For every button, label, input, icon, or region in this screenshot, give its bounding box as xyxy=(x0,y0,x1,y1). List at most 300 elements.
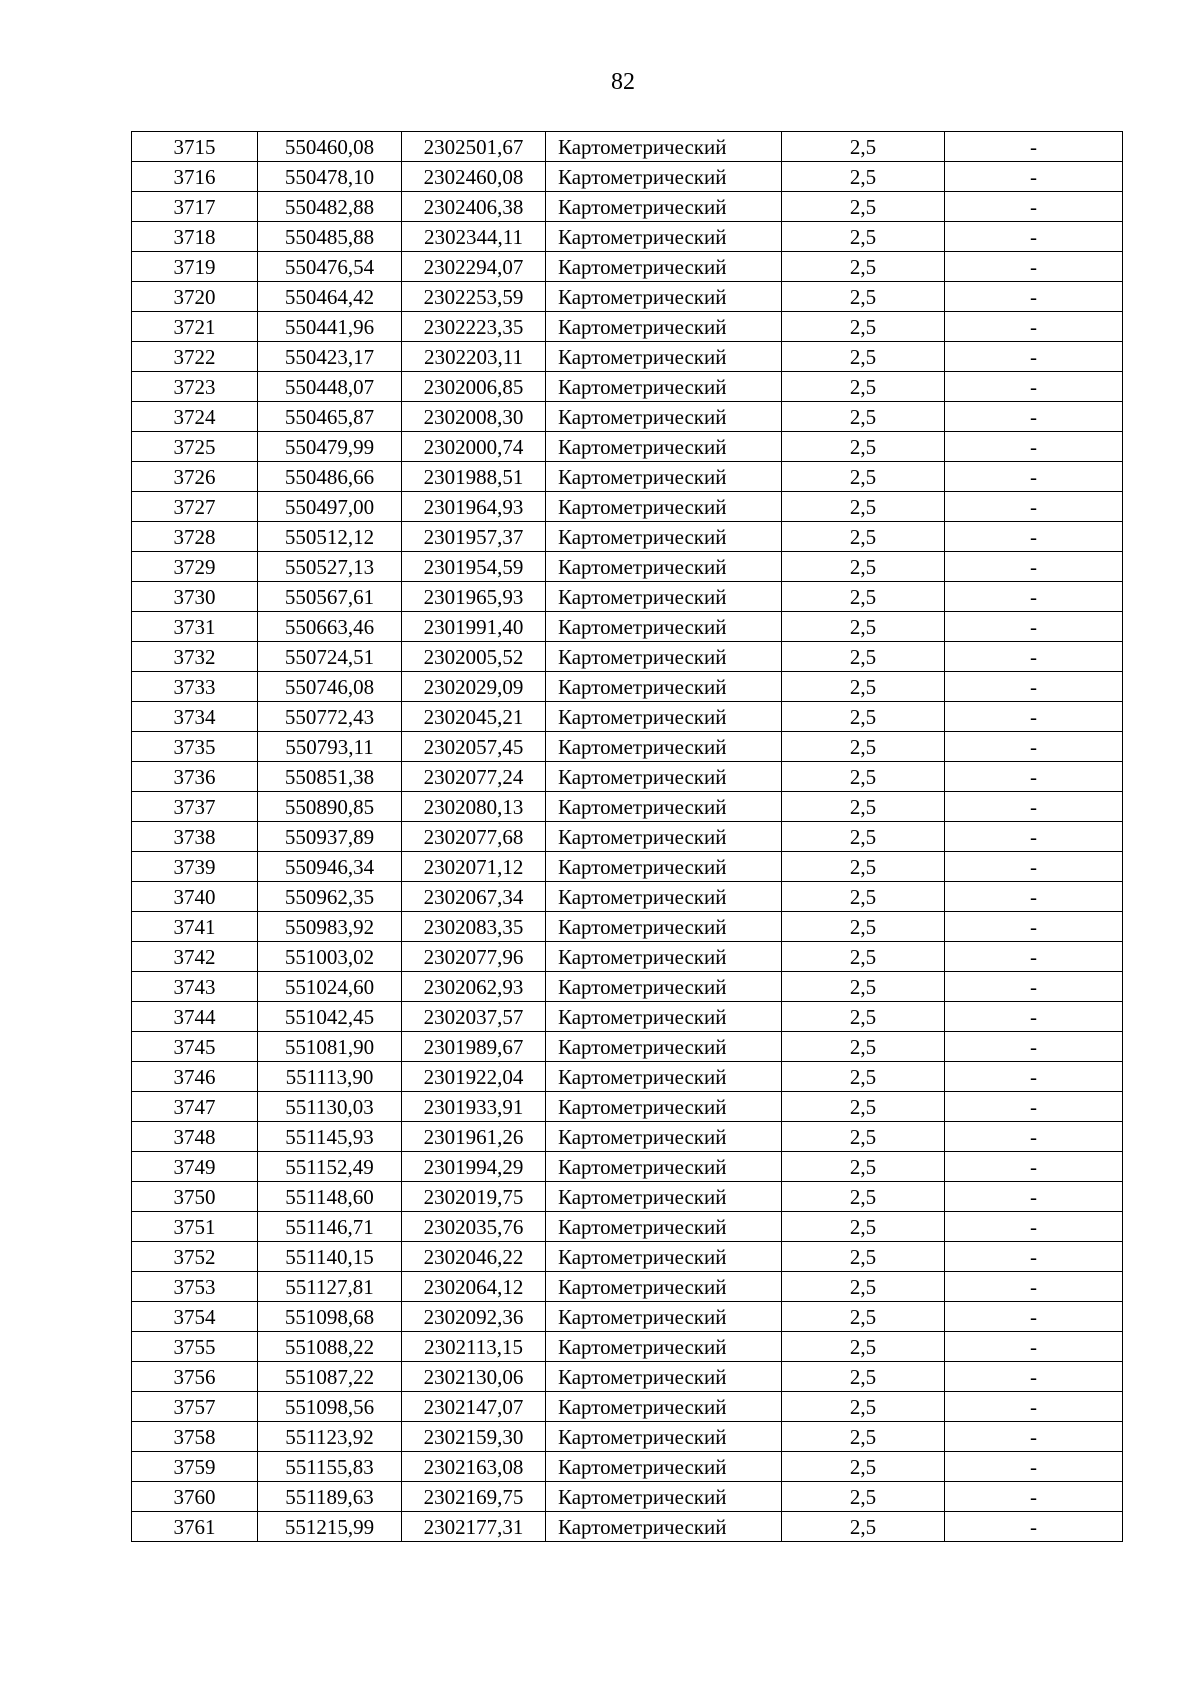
table-row xyxy=(132,252,1123,282)
point-number-cell: 3729 xyxy=(132,552,258,582)
x-coordinate-cell: 551127,81 xyxy=(258,1272,402,1302)
point-number-cell: 3742 xyxy=(132,942,258,972)
method-cell: Картометрический xyxy=(546,972,782,1002)
method-cell: Картометрический xyxy=(546,1302,782,1332)
accuracy-cell: 2,5 xyxy=(782,1362,945,1392)
accuracy-cell: 2,5 xyxy=(782,702,945,732)
table-row xyxy=(132,1152,1123,1182)
table-row xyxy=(132,1422,1123,1452)
method-cell: Картометрический xyxy=(546,672,782,702)
method-cell: Картометрический xyxy=(546,852,782,882)
table-row xyxy=(132,1032,1123,1062)
table-row xyxy=(132,912,1123,942)
method-cell: Картометрический xyxy=(546,372,782,402)
x-coordinate-cell: 551042,45 xyxy=(258,1002,402,1032)
point-number-cell: 3726 xyxy=(132,462,258,492)
method-cell: Картометрический xyxy=(546,1422,782,1452)
x-coordinate-cell: 551155,83 xyxy=(258,1452,402,1482)
table-row xyxy=(132,642,1123,672)
accuracy-cell: 2,5 xyxy=(782,1422,945,1452)
y-coordinate-cell: 2302092,36 xyxy=(402,1302,546,1332)
point-number-cell: 3737 xyxy=(132,792,258,822)
point-number-cell: 3761 xyxy=(132,1512,258,1542)
note-cell: - xyxy=(945,972,1123,1002)
y-coordinate-cell: 2302035,76 xyxy=(402,1212,546,1242)
method-cell: Картометрический xyxy=(546,1092,782,1122)
table-row xyxy=(132,582,1123,612)
point-number-cell: 3740 xyxy=(132,882,258,912)
x-coordinate-cell: 550937,89 xyxy=(258,822,402,852)
table-row xyxy=(132,1122,1123,1152)
method-cell: Картометрический xyxy=(546,1032,782,1062)
y-coordinate-cell: 2301957,37 xyxy=(402,522,546,552)
y-coordinate-cell: 2302113,15 xyxy=(402,1332,546,1362)
note-cell: - xyxy=(945,432,1123,462)
x-coordinate-cell: 551088,22 xyxy=(258,1332,402,1362)
method-cell: Картометрический xyxy=(546,762,782,792)
y-coordinate-cell: 2302253,59 xyxy=(402,282,546,312)
note-cell: - xyxy=(945,1152,1123,1182)
x-coordinate-cell: 550460,08 xyxy=(258,132,402,162)
table-row xyxy=(132,432,1123,462)
y-coordinate-cell: 2302071,12 xyxy=(402,852,546,882)
point-number-cell: 3727 xyxy=(132,492,258,522)
accuracy-cell: 2,5 xyxy=(782,672,945,702)
accuracy-cell: 2,5 xyxy=(782,792,945,822)
table-row xyxy=(132,192,1123,222)
point-number-cell: 3757 xyxy=(132,1392,258,1422)
note-cell: - xyxy=(945,372,1123,402)
note-cell: - xyxy=(945,612,1123,642)
note-cell: - xyxy=(945,252,1123,282)
note-cell: - xyxy=(945,852,1123,882)
accuracy-cell: 2,5 xyxy=(782,402,945,432)
table-row xyxy=(132,492,1123,522)
accuracy-cell: 2,5 xyxy=(782,1392,945,1422)
x-coordinate-cell: 550448,07 xyxy=(258,372,402,402)
method-cell: Картометрический xyxy=(546,222,782,252)
x-coordinate-cell: 550567,61 xyxy=(258,582,402,612)
note-cell: - xyxy=(945,1002,1123,1032)
point-number-cell: 3738 xyxy=(132,822,258,852)
method-cell: Картометрический xyxy=(546,132,782,162)
method-cell: Картометрический xyxy=(546,1332,782,1362)
accuracy-cell: 2,5 xyxy=(782,162,945,192)
accuracy-cell: 2,5 xyxy=(782,432,945,462)
point-number-cell: 3745 xyxy=(132,1032,258,1062)
point-number-cell: 3741 xyxy=(132,912,258,942)
point-number-cell: 3721 xyxy=(132,312,258,342)
point-number-cell: 3749 xyxy=(132,1152,258,1182)
y-coordinate-cell: 2302501,67 xyxy=(402,132,546,162)
accuracy-cell: 2,5 xyxy=(782,1002,945,1032)
y-coordinate-cell: 2302177,31 xyxy=(402,1512,546,1542)
accuracy-cell: 2,5 xyxy=(782,972,945,1002)
x-coordinate-cell: 550476,54 xyxy=(258,252,402,282)
y-coordinate-cell: 2302006,85 xyxy=(402,372,546,402)
point-number-cell: 3732 xyxy=(132,642,258,672)
y-coordinate-cell: 2302019,75 xyxy=(402,1182,546,1212)
note-cell: - xyxy=(945,582,1123,612)
method-cell: Картометрический xyxy=(546,732,782,762)
point-number-cell: 3739 xyxy=(132,852,258,882)
note-cell: - xyxy=(945,192,1123,222)
point-number-cell: 3743 xyxy=(132,972,258,1002)
point-number-cell: 3760 xyxy=(132,1482,258,1512)
accuracy-cell: 2,5 xyxy=(782,1272,945,1302)
note-cell: - xyxy=(945,1452,1123,1482)
note-cell: - xyxy=(945,1512,1123,1542)
y-coordinate-cell: 2301989,67 xyxy=(402,1032,546,1062)
accuracy-cell: 2,5 xyxy=(782,1152,945,1182)
y-coordinate-cell: 2302159,30 xyxy=(402,1422,546,1452)
x-coordinate-cell: 550724,51 xyxy=(258,642,402,672)
y-coordinate-cell: 2301961,26 xyxy=(402,1122,546,1152)
accuracy-cell: 2,5 xyxy=(782,312,945,342)
method-cell: Картометрический xyxy=(546,282,782,312)
table-row xyxy=(132,1212,1123,1242)
note-cell: - xyxy=(945,1032,1123,1062)
x-coordinate-cell: 551146,71 xyxy=(258,1212,402,1242)
note-cell: - xyxy=(945,282,1123,312)
table-row xyxy=(132,1092,1123,1122)
point-number-cell: 3758 xyxy=(132,1422,258,1452)
note-cell: - xyxy=(945,402,1123,432)
y-coordinate-cell: 2302046,22 xyxy=(402,1242,546,1272)
accuracy-cell: 2,5 xyxy=(782,1242,945,1272)
y-coordinate-cell: 2302037,57 xyxy=(402,1002,546,1032)
method-cell: Картометрический xyxy=(546,1482,782,1512)
point-number-cell: 3759 xyxy=(132,1452,258,1482)
accuracy-cell: 2,5 xyxy=(782,1332,945,1362)
point-number-cell: 3748 xyxy=(132,1122,258,1152)
method-cell: Картометрический xyxy=(546,1272,782,1302)
y-coordinate-cell: 2302045,21 xyxy=(402,702,546,732)
note-cell: - xyxy=(945,1182,1123,1212)
accuracy-cell: 2,5 xyxy=(782,342,945,372)
method-cell: Картометрический xyxy=(546,1392,782,1422)
method-cell: Картометрический xyxy=(546,702,782,732)
y-coordinate-cell: 2302344,11 xyxy=(402,222,546,252)
x-coordinate-cell: 550497,00 xyxy=(258,492,402,522)
x-coordinate-cell: 550663,46 xyxy=(258,612,402,642)
accuracy-cell: 2,5 xyxy=(782,522,945,552)
method-cell: Картометрический xyxy=(546,402,782,432)
accuracy-cell: 2,5 xyxy=(782,912,945,942)
note-cell: - xyxy=(945,942,1123,972)
point-number-cell: 3719 xyxy=(132,252,258,282)
note-cell: - xyxy=(945,1482,1123,1512)
method-cell: Картометрический xyxy=(546,1152,782,1182)
table-row xyxy=(132,162,1123,192)
note-cell: - xyxy=(945,132,1123,162)
method-cell: Картометрический xyxy=(546,582,782,612)
method-cell: Картометрический xyxy=(546,432,782,462)
note-cell: - xyxy=(945,1332,1123,1362)
method-cell: Картометрический xyxy=(546,522,782,552)
x-coordinate-cell: 551024,60 xyxy=(258,972,402,1002)
method-cell: Картометрический xyxy=(546,822,782,852)
coordinates-table xyxy=(131,131,1123,1542)
y-coordinate-cell: 2302008,30 xyxy=(402,402,546,432)
table-row xyxy=(132,972,1123,1002)
note-cell: - xyxy=(945,672,1123,702)
point-number-cell: 3733 xyxy=(132,672,258,702)
x-coordinate-cell: 550851,38 xyxy=(258,762,402,792)
x-coordinate-cell: 550465,87 xyxy=(258,402,402,432)
x-coordinate-cell: 550423,17 xyxy=(258,342,402,372)
x-coordinate-cell: 550962,35 xyxy=(258,882,402,912)
table-row xyxy=(132,372,1123,402)
table-row xyxy=(132,1002,1123,1032)
method-cell: Картометрический xyxy=(546,252,782,282)
accuracy-cell: 2,5 xyxy=(782,1032,945,1062)
y-coordinate-cell: 2302147,07 xyxy=(402,1392,546,1422)
y-coordinate-cell: 2302057,45 xyxy=(402,732,546,762)
point-number-cell: 3728 xyxy=(132,522,258,552)
accuracy-cell: 2,5 xyxy=(782,552,945,582)
accuracy-cell: 2,5 xyxy=(782,1512,945,1542)
x-coordinate-cell: 550772,43 xyxy=(258,702,402,732)
note-cell: - xyxy=(945,312,1123,342)
accuracy-cell: 2,5 xyxy=(782,372,945,402)
point-number-cell: 3731 xyxy=(132,612,258,642)
x-coordinate-cell: 551152,49 xyxy=(258,1152,402,1182)
point-number-cell: 3724 xyxy=(132,402,258,432)
note-cell: - xyxy=(945,1422,1123,1452)
accuracy-cell: 2,5 xyxy=(782,1482,945,1512)
note-cell: - xyxy=(945,1062,1123,1092)
y-coordinate-cell: 2302005,52 xyxy=(402,642,546,672)
table-row xyxy=(132,462,1123,492)
accuracy-cell: 2,5 xyxy=(782,222,945,252)
page-number: 82 xyxy=(611,69,635,95)
y-coordinate-cell: 2301994,29 xyxy=(402,1152,546,1182)
table-row xyxy=(132,522,1123,552)
point-number-cell: 3753 xyxy=(132,1272,258,1302)
method-cell: Картометрический xyxy=(546,1002,782,1032)
table-row xyxy=(132,1272,1123,1302)
x-coordinate-cell: 550793,11 xyxy=(258,732,402,762)
point-number-cell: 3747 xyxy=(132,1092,258,1122)
point-number-cell: 3750 xyxy=(132,1182,258,1212)
note-cell: - xyxy=(945,822,1123,852)
table-row xyxy=(132,132,1123,162)
accuracy-cell: 2,5 xyxy=(782,942,945,972)
method-cell: Картометрический xyxy=(546,912,782,942)
x-coordinate-cell: 550746,08 xyxy=(258,672,402,702)
point-number-cell: 3725 xyxy=(132,432,258,462)
x-coordinate-cell: 551215,99 xyxy=(258,1512,402,1542)
accuracy-cell: 2,5 xyxy=(782,1062,945,1092)
y-coordinate-cell: 2302062,93 xyxy=(402,972,546,1002)
point-number-cell: 3752 xyxy=(132,1242,258,1272)
table-row xyxy=(132,672,1123,702)
table-row xyxy=(132,702,1123,732)
method-cell: Картометрический xyxy=(546,1122,782,1152)
accuracy-cell: 2,5 xyxy=(782,462,945,492)
x-coordinate-cell: 551087,22 xyxy=(258,1362,402,1392)
note-cell: - xyxy=(945,522,1123,552)
note-cell: - xyxy=(945,792,1123,822)
x-coordinate-cell: 550512,12 xyxy=(258,522,402,552)
table-row xyxy=(132,1452,1123,1482)
table-row xyxy=(132,1482,1123,1512)
method-cell: Картометрический xyxy=(546,1242,782,1272)
point-number-cell: 3755 xyxy=(132,1332,258,1362)
point-number-cell: 3730 xyxy=(132,582,258,612)
y-coordinate-cell: 2302080,13 xyxy=(402,792,546,822)
y-coordinate-cell: 2302163,08 xyxy=(402,1452,546,1482)
method-cell: Картометрический xyxy=(546,1182,782,1212)
accuracy-cell: 2,5 xyxy=(782,732,945,762)
method-cell: Картометрический xyxy=(546,552,782,582)
y-coordinate-cell: 2302077,24 xyxy=(402,762,546,792)
table-row xyxy=(132,1182,1123,1212)
y-coordinate-cell: 2302130,06 xyxy=(402,1362,546,1392)
table-row xyxy=(132,792,1123,822)
y-coordinate-cell: 2301988,51 xyxy=(402,462,546,492)
accuracy-cell: 2,5 xyxy=(782,192,945,222)
table-row xyxy=(132,942,1123,972)
note-cell: - xyxy=(945,552,1123,582)
point-number-cell: 3756 xyxy=(132,1362,258,1392)
point-number-cell: 3734 xyxy=(132,702,258,732)
y-coordinate-cell: 2301991,40 xyxy=(402,612,546,642)
method-cell: Картометрический xyxy=(546,342,782,372)
table-row xyxy=(132,882,1123,912)
table-row xyxy=(132,552,1123,582)
accuracy-cell: 2,5 xyxy=(782,1182,945,1212)
point-number-cell: 3723 xyxy=(132,372,258,402)
accuracy-cell: 2,5 xyxy=(782,642,945,672)
y-coordinate-cell: 2302067,34 xyxy=(402,882,546,912)
point-number-cell: 3716 xyxy=(132,162,258,192)
method-cell: Картометрический xyxy=(546,1212,782,1242)
table-row xyxy=(132,732,1123,762)
note-cell: - xyxy=(945,702,1123,732)
note-cell: - xyxy=(945,1302,1123,1332)
y-coordinate-cell: 2301933,91 xyxy=(402,1092,546,1122)
point-number-cell: 3751 xyxy=(132,1212,258,1242)
accuracy-cell: 2,5 xyxy=(782,822,945,852)
x-coordinate-cell: 551098,56 xyxy=(258,1392,402,1422)
x-coordinate-cell: 550527,13 xyxy=(258,552,402,582)
table-row xyxy=(132,1302,1123,1332)
note-cell: - xyxy=(945,1092,1123,1122)
note-cell: - xyxy=(945,1362,1123,1392)
table-row xyxy=(132,1362,1123,1392)
note-cell: - xyxy=(945,1242,1123,1272)
method-cell: Картометрический xyxy=(546,1452,782,1482)
x-coordinate-cell: 550441,96 xyxy=(258,312,402,342)
point-number-cell: 3746 xyxy=(132,1062,258,1092)
method-cell: Картометрический xyxy=(546,792,782,822)
x-coordinate-cell: 550890,85 xyxy=(258,792,402,822)
point-number-cell: 3718 xyxy=(132,222,258,252)
accuracy-cell: 2,5 xyxy=(782,852,945,882)
x-coordinate-cell: 551189,63 xyxy=(258,1482,402,1512)
method-cell: Картометрический xyxy=(546,942,782,972)
accuracy-cell: 2,5 xyxy=(782,282,945,312)
method-cell: Картометрический xyxy=(546,642,782,672)
x-coordinate-cell: 550479,99 xyxy=(258,432,402,462)
y-coordinate-cell: 2301922,04 xyxy=(402,1062,546,1092)
note-cell: - xyxy=(945,222,1123,252)
note-cell: - xyxy=(945,732,1123,762)
accuracy-cell: 2,5 xyxy=(782,1302,945,1332)
x-coordinate-cell: 551145,93 xyxy=(258,1122,402,1152)
accuracy-cell: 2,5 xyxy=(782,492,945,522)
point-number-cell: 3736 xyxy=(132,762,258,792)
x-coordinate-cell: 551003,02 xyxy=(258,942,402,972)
point-number-cell: 3717 xyxy=(132,192,258,222)
table-row xyxy=(132,282,1123,312)
table-row xyxy=(132,612,1123,642)
table-row xyxy=(132,342,1123,372)
accuracy-cell: 2,5 xyxy=(782,252,945,282)
table-row xyxy=(132,1392,1123,1422)
accuracy-cell: 2,5 xyxy=(782,762,945,792)
x-coordinate-cell: 550946,34 xyxy=(258,852,402,882)
y-coordinate-cell: 2302000,74 xyxy=(402,432,546,462)
table-row xyxy=(132,1242,1123,1272)
method-cell: Картометрический xyxy=(546,882,782,912)
x-coordinate-cell: 550478,10 xyxy=(258,162,402,192)
table-body xyxy=(132,132,1123,1542)
y-coordinate-cell: 2302029,09 xyxy=(402,672,546,702)
method-cell: Картометрический xyxy=(546,1062,782,1092)
method-cell: Картометрический xyxy=(546,1512,782,1542)
method-cell: Картометрический xyxy=(546,612,782,642)
x-coordinate-cell: 551113,90 xyxy=(258,1062,402,1092)
table-row xyxy=(132,762,1123,792)
note-cell: - xyxy=(945,1212,1123,1242)
y-coordinate-cell: 2301964,93 xyxy=(402,492,546,522)
y-coordinate-cell: 2301965,93 xyxy=(402,582,546,612)
table-row xyxy=(132,222,1123,252)
note-cell: - xyxy=(945,1122,1123,1152)
method-cell: Картометрический xyxy=(546,1362,782,1392)
y-coordinate-cell: 2302077,68 xyxy=(402,822,546,852)
note-cell: - xyxy=(945,882,1123,912)
table-row xyxy=(132,852,1123,882)
x-coordinate-cell: 550486,66 xyxy=(258,462,402,492)
table-row xyxy=(132,1512,1123,1542)
accuracy-cell: 2,5 xyxy=(782,612,945,642)
x-coordinate-cell: 551140,15 xyxy=(258,1242,402,1272)
accuracy-cell: 2,5 xyxy=(782,582,945,612)
y-coordinate-cell: 2302083,35 xyxy=(402,912,546,942)
point-number-cell: 3744 xyxy=(132,1002,258,1032)
y-coordinate-cell: 2302064,12 xyxy=(402,1272,546,1302)
x-coordinate-cell: 551130,03 xyxy=(258,1092,402,1122)
note-cell: - xyxy=(945,492,1123,522)
y-coordinate-cell: 2302460,08 xyxy=(402,162,546,192)
accuracy-cell: 2,5 xyxy=(782,882,945,912)
table-row xyxy=(132,312,1123,342)
x-coordinate-cell: 551123,92 xyxy=(258,1422,402,1452)
method-cell: Картометрический xyxy=(546,312,782,342)
note-cell: - xyxy=(945,1272,1123,1302)
note-cell: - xyxy=(945,912,1123,942)
y-coordinate-cell: 2302406,38 xyxy=(402,192,546,222)
note-cell: - xyxy=(945,162,1123,192)
table-row xyxy=(132,822,1123,852)
point-number-cell: 3735 xyxy=(132,732,258,762)
table-row xyxy=(132,402,1123,432)
method-cell: Картометрический xyxy=(546,192,782,222)
